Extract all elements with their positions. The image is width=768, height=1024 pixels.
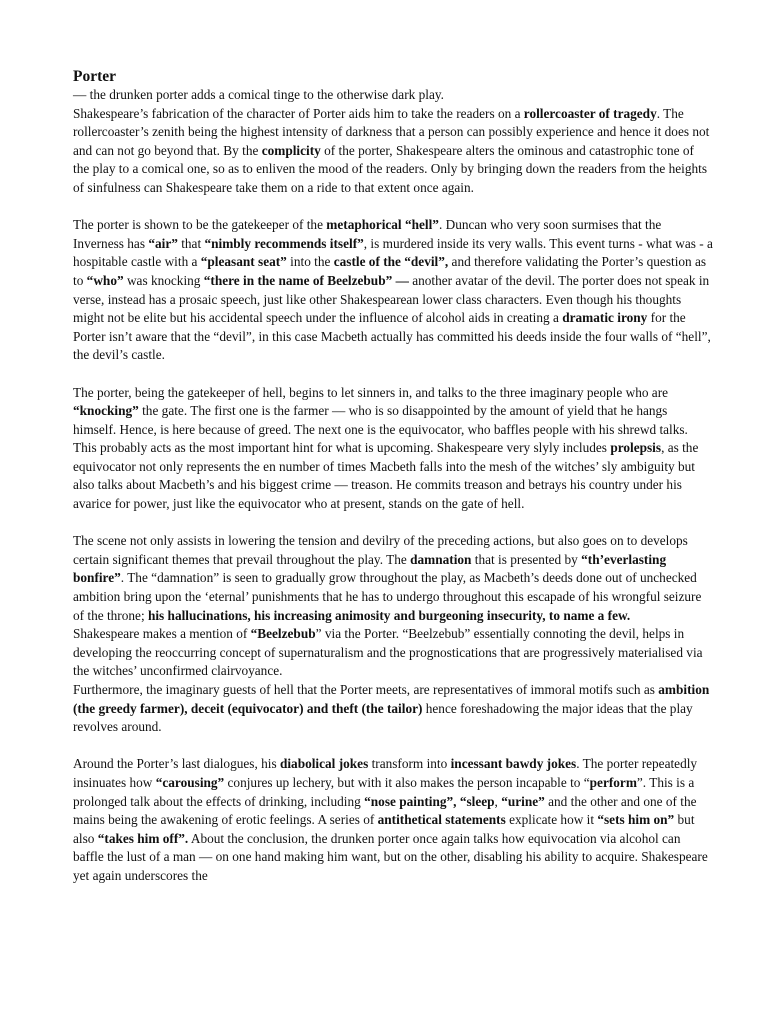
body-text-segment: . The rollercoaster’s zenith being the highest intensity of darkness that a person can possibly experience and hence it does not and can not go beyond that. By the (73, 105, 710, 158)
body-text-segment: . Duncan who very soon surmises that the Inverness has (73, 217, 662, 251)
emphasized-text: “carousing” (155, 774, 225, 790)
emphasized-text: perform (589, 774, 637, 790)
emphasized-text: metaphorical “hell” (326, 217, 439, 233)
emphasized-text: dramatic irony (562, 310, 648, 326)
paragraph-p8 (73, 755, 713, 885)
body-text-segment: Around the Porter’s last dialogues, his (73, 756, 280, 772)
body-text-segment: another avatar of the devil. The porter does not speak in verse, instead has a prosaic speech, just like other Shakespearean lower class characters. Even though his thoughts might not be elite but his accidental speech under the influence of alcohol aids in creating a (73, 272, 710, 326)
emphasized-text: “takes him off”. (97, 830, 189, 846)
body-text-segment: was knocking (123, 272, 204, 288)
body-text-segment: . The porter repeatedly insinuates how (73, 756, 698, 790)
emphasized-text: his hallucinations, his increasing animosity and burgeoning insecurity, to name a few. (147, 607, 631, 623)
emphasized-text: “urine” (501, 793, 545, 809)
body-text-segment: . The “damnation” is seen to gradually grow throughout the play, as Macbeth’s deeds done out of unchecked ambition bring upon the ‘eternal’ punishments that he has to undergo throughout this escapade of his wrongful seizure of the throne; (73, 570, 702, 623)
document-body (73, 86, 713, 886)
body-text-segment: conjures up lechery, but with it also makes the person incapable to “ (224, 774, 590, 790)
body-text-segment: The porter is shown to be the gatekeeper of the (73, 217, 327, 233)
body-text-segment: and therefore validating the Porter’s question as to (73, 254, 707, 288)
body-text-segment: that (177, 235, 205, 251)
emphasized-text: “sets him on” (597, 812, 675, 828)
emphasized-text: “Beelzebub (250, 626, 316, 642)
document-page (73, 68, 713, 886)
emphasized-text: “who” (86, 272, 124, 288)
body-text-segment: of the porter, Shakespeare alters the ominous and catastrophic tone of the play to a comical one, so as to enliven the mood of the readers. Only by bringing down the readers from the heights of sinfulness can Shakespeare take them on a ride to that extent once again. (73, 142, 708, 195)
body-text-segment: into the (286, 254, 334, 270)
paragraph-p7 (73, 681, 713, 737)
paragraph-p4 (73, 384, 713, 514)
emphasized-text: castle of the “devil”, (333, 254, 449, 270)
body-text-segment: — the drunken porter adds a comical tinge to the otherwise dark play. (73, 87, 444, 102)
paragraph-p1 (73, 86, 713, 105)
emphasized-text: ambition (the greedy farmer), deceit (equivocator) and theft (the tailor) (73, 682, 710, 716)
paragraph-p3 (73, 216, 713, 365)
emphasized-text: “air” (148, 235, 178, 251)
body-text-segment: transform into (368, 756, 451, 772)
body-text-segment: About the conclusion, the drunken porter once again talks how equivocation via alcohol can baffle the lust of a man — on one hand making him want, but on the other, disabling his ability to acquire. Shakespeare yet again underscores the (73, 830, 708, 883)
body-text-segment: , (494, 793, 502, 809)
emphasized-text: diabolical jokes (279, 756, 369, 772)
emphasized-text: “pleasant seat” (200, 254, 287, 270)
body-text-segment: that is presented by (471, 551, 582, 567)
emphasized-text: antithetical statements (377, 812, 506, 828)
emphasized-text: rollercoaster of tragedy (523, 105, 657, 121)
body-text-segment: the gate. The first one is the farmer — who is so disappointed by the amount of yield that he hangs himself. Hence, is here because of greed. The next one is the equivocator, who baffles people with his shrewd talks. This probably acts as the most important hint for what is upcoming. Shakespeare very slyly includes (73, 403, 688, 456)
body-text-segment: ”. This is a prolonged talk about the effects of drinking, including (73, 774, 695, 809)
body-text-segment: Shakespeare makes a mention of (73, 626, 251, 642)
emphasized-text: damnation (410, 551, 472, 567)
body-text-segment: explicate how it (505, 812, 598, 828)
emphasized-text: complicity (261, 142, 321, 158)
paragraph-p5 (73, 532, 713, 625)
emphasized-text: “nose painting”, “sleep (364, 793, 495, 809)
body-text-segment: , is murdered inside its very walls. This event turns - what was - a hospitable castle with a (73, 235, 713, 270)
body-text-segment: Furthermore, the imaginary guests of hell that the Porter meets, are representatives of immoral motifs such as (73, 682, 659, 697)
emphasized-text: “th’everlasting bonfire” (73, 551, 667, 586)
body-text-segment: hence foreshadowing the major ideas that the play revolves around. (73, 700, 693, 735)
body-text-segment: but also (73, 812, 695, 846)
body-text-segment: Shakespeare’s fabrication of the character of Porter aids him to take the readers on a (73, 105, 524, 121)
body-text-segment: The porter, being the gatekeeper of hell, begins to let sinners in, and talks to the three imaginary people who are (73, 384, 669, 400)
body-text-segment: and the other and one of the mains being the awakening of erotic feelings. A series of (73, 793, 697, 828)
body-text-segment: The scene not only assists in lowering the tension and devilry of the preceding actions, but also goes on to develops certain significant themes that prevail throughout the play. The (73, 533, 688, 567)
emphasized-text: “knocking” (73, 403, 139, 419)
emphasized-text: prolepsis (610, 440, 662, 456)
body-text-segment: ” via the Porter. “Beelzebub” essentially connoting the devil, helps in developing the reoccurring concept of supernaturalism and the prognostications that are progressively materialised via the witches’ unconfirmed clairvoyance. (73, 626, 703, 679)
body-text-segment: , as the equivocator not only represents the en number of times Macbeth falls into the mesh of the witches’ sly ambiguity but also talks about Macbeth’s and his biggest crime — treason. He commits treason and betrays his country under his avarice for power, just like the equivocator who at present, stands on the gate of hell. (73, 440, 699, 512)
emphasized-text: “nimbly recommends itself” (204, 235, 364, 251)
emphasized-text: “there in the name of Beelzebub” — (203, 272, 409, 288)
body-text-segment: for the Porter isn’t aware that the “devil”, in this case Macbeth actually has committed his deeds inside the four walls of “hell”, the devil’s castle. (73, 310, 711, 363)
emphasized-text: incessant bawdy jokes (450, 756, 577, 772)
document-title: Porter (73, 68, 117, 85)
paragraph-p6 (73, 625, 713, 681)
paragraph-p2 (73, 105, 713, 198)
